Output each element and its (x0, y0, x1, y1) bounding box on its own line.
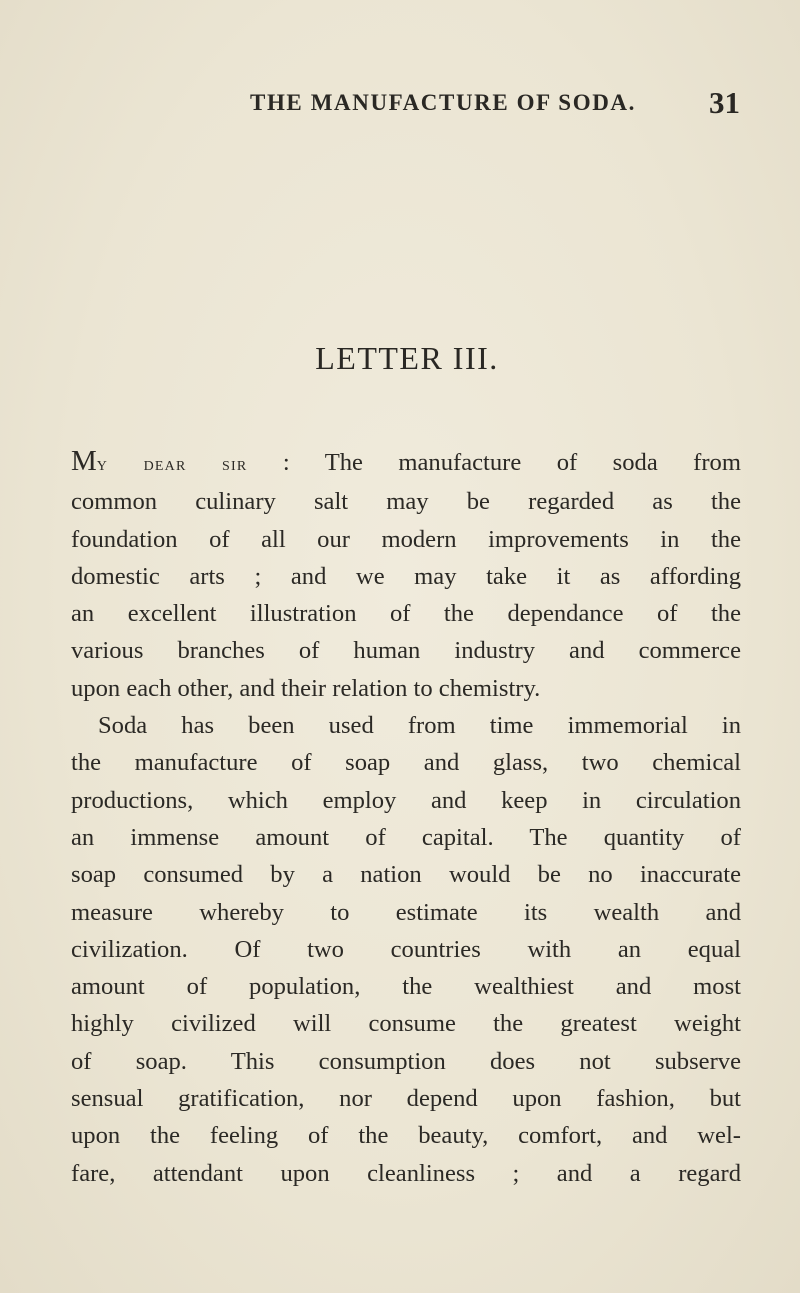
paragraph-first-line: Soda has been used from time immemorial in (98, 712, 741, 740)
salutation-text: : The manufacture of soda from (247, 449, 741, 476)
text-line: fare, attendant upon cleanliness ; and a regard (71, 1159, 741, 1187)
text-line: domestic arts ; and we may take it as affording (71, 562, 741, 590)
running-head (250, 85, 740, 124)
text-line: highly civilized will consume the greatest weight (71, 1010, 741, 1038)
text-line: an immense amount of capital. The quantity of (71, 823, 741, 851)
text-line: upon each other, and their relation to chemistry. (71, 674, 541, 702)
salutation-initial: M (71, 445, 97, 477)
text-line: various branches of human industry and commerce (71, 637, 741, 665)
text-line: of soap. This consumption does not subserve (71, 1047, 741, 1075)
text-line: the manufacture of soap and glass, two chemical (71, 749, 741, 777)
text-line: sensual gratification, nor depend upon fashion, but (71, 1085, 741, 1113)
text-line: upon the feeling of the beauty, comfort, and wel- (71, 1122, 741, 1150)
salutation-line (71, 443, 741, 483)
text-line: productions, which employ and keep in circulation (71, 786, 741, 814)
page-number: 31 (709, 85, 740, 120)
text-line: civilization. Of two countries with an equal (71, 935, 741, 963)
text-line: amount of population, the wealthiest and most (71, 973, 741, 1001)
text-line: an excellent illustration of the dependance of the (71, 600, 741, 628)
text-line: measure whereby to estimate its wealth and (71, 898, 741, 926)
text-line: foundation of all our modern improvements in the (71, 525, 741, 553)
salutation-small-caps: y dear sir (96, 453, 248, 475)
running-title: THE MANUFACTURE OF SODA. (250, 90, 636, 115)
text-line: soap consumed by a nation would be no inaccurate (71, 861, 741, 889)
text-line: common culinary salt may be regarded as the (71, 488, 741, 516)
letter-heading: LETTER III. (315, 340, 499, 376)
body-text (71, 443, 741, 1192)
